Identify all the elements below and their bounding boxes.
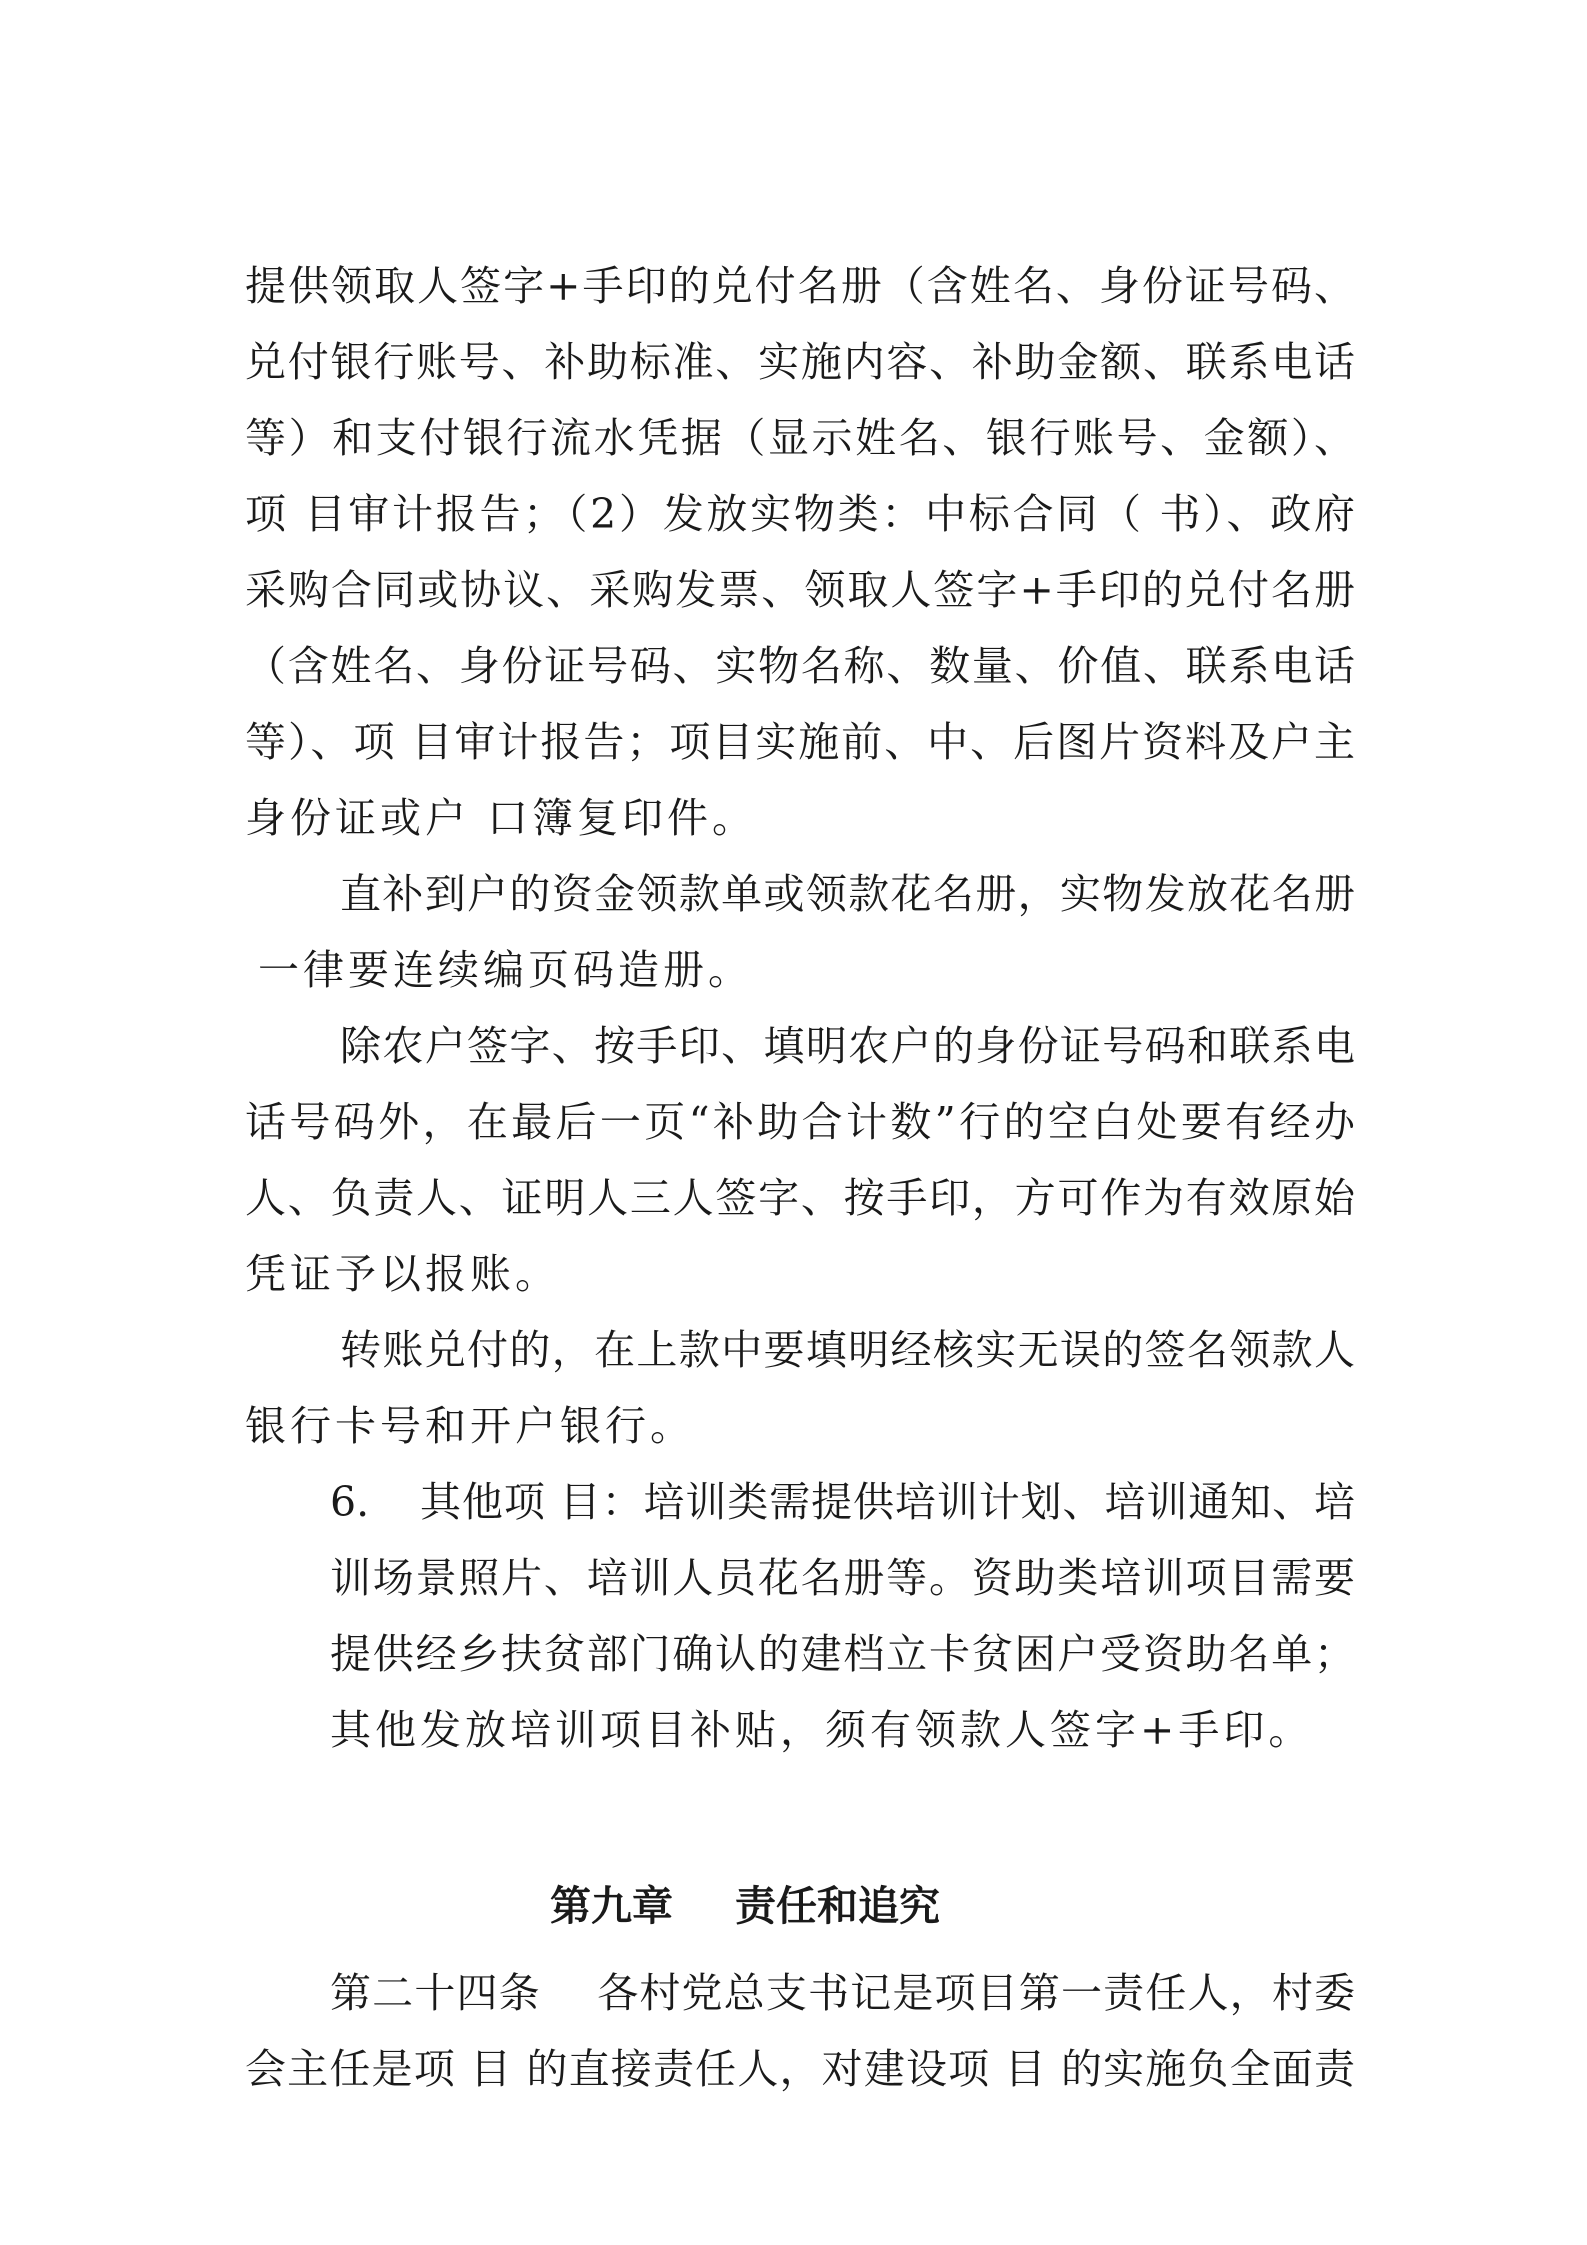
chapter-title: 责任和追究 bbox=[735, 1882, 940, 1930]
list-number: 6. bbox=[330, 1478, 370, 1526]
paragraph-line: 除农户签字、按手印、填明农户的身份证号码和联系电 bbox=[340, 1022, 1355, 1070]
paragraph-line: 兑付银行账号、补助标准、实施内容、补助金额、联系电话 bbox=[245, 338, 1355, 386]
paragraph-line: 话号码外，在最后一页“补助合计数”行的空白处要有经办 bbox=[245, 1098, 1355, 1146]
list-item-line: 训场景照片、培训人员花名册等。资助类培训项目需要 bbox=[330, 1554, 1355, 1602]
paragraph-line: 直补到户的资金领款单或领款花名册，实物发放花名册 bbox=[340, 870, 1355, 918]
paragraph-line: 提供领取人签字+手印的兑付名册（含姓名、身份证号码、 bbox=[245, 262, 1355, 310]
list-item-line: 其他项 目：培训类需提供培训计划、培训通知、培 bbox=[420, 1478, 1355, 1526]
paragraph-line: 一律要连续编页码造册。 bbox=[258, 946, 753, 994]
paragraph-line: 人、负责人、证明人三人签字、按手印，方可作为有效原始 bbox=[245, 1174, 1355, 1222]
paragraph-line: 等）和支付银行流水凭据（显示姓名、银行账号、金额）、 bbox=[245, 414, 1355, 462]
paragraph-line: （含姓名、身份证号码、实物名称、数量、价值、联系电话 bbox=[245, 642, 1355, 690]
paragraph-line: 等）、项 目审计报告；项目实施前、中、后图片资料及户主 bbox=[245, 718, 1355, 766]
paragraph-line: 银行卡号和开户银行。 bbox=[245, 1402, 695, 1450]
paragraph-line: 转账兑付的，在上款中要填明经核实无误的签名领款人 bbox=[340, 1326, 1355, 1374]
paragraph-line: 采购合同或协议、采购发票、领取人签字+手印的兑付名册 bbox=[245, 566, 1355, 614]
paragraph-line: 凭证予以报账。 bbox=[245, 1250, 560, 1298]
chapter-number: 第九章 bbox=[550, 1882, 673, 1930]
list-item-line: 其他发放培训项目补贴，须有领款人签字+手印。 bbox=[330, 1706, 1314, 1754]
paragraph-line: 身份证或户 口簿复印件。 bbox=[245, 794, 758, 842]
article-line: 第二十四条 各村党总支书记是项目第一责任人，村委 bbox=[330, 1969, 1355, 2017]
article-line: 会主任是项 目 的直接责任人，对建设项 目 的实施负全面责 bbox=[245, 2045, 1355, 2093]
paragraph-line: 项 目审计报告；（2）发放实物类：中标合同（ 书）、政府 bbox=[245, 490, 1355, 538]
list-item-line: 提供经乡扶贫部门确认的建档立卡贫困户受资助名单； bbox=[330, 1630, 1355, 1678]
